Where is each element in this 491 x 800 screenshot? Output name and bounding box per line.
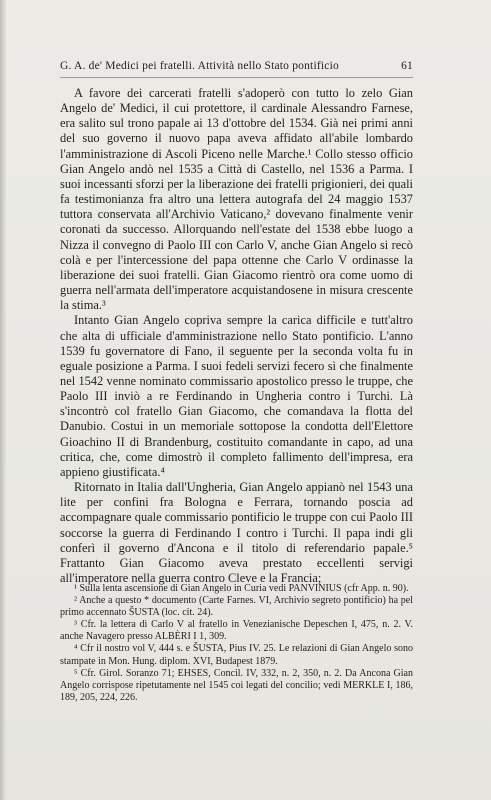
paragraph-1: A favore dei carcerati fratelli s'adoperò con tutto lo zelo Gian Angelo de' Medici, il cui protettore, il cardinale Alessandro Farnese, era salito sul trono papale ai 13 d'ottobre del 1534. Già nei primi anni del suo governo il nuovo papa aveva affidato all'abile lombardo l'amministrazione di Ascoli Piceno nelle Marche.¹ Collo stesso officio Gian Angelo andò nel 1535 a Città di Castello, nel 1536 a Parma. I suoi incessanti sforzi per la liberazione dei fratelli prigionieri, dei quali fa testimonianza fra altro una lettera autografa del 24 maggio 1537 tuttora conservata all'Archivio Vaticano,² dovevano finalmente venir coronati da successo. Allorquando nell'estate del 1538 ebbe luogo a Nizza il convegno di Paolo III con Carlo V, anche Gian Angelo si recò colà e per l'intercessione del papa ottenne che Carlo V ordinasse la liberazione dei suoi fratelli. Gian Giacomo rientrò ora come uomo di guerra nell'armata dell'imperatore acquistandosene in misura crescente la stima.³	[60, 86, 413, 313]
running-header	[60, 60, 413, 72]
header-rule	[60, 77, 413, 78]
running-title: G. A. de' Medici pei fratelli. Attività nello Stato pontificio	[60, 60, 339, 72]
footnote-2: ² Anche a questo * documento (Carte Farnes. VI, Archivio segreto pontificio) ha pel primo accennato ŠUSTA (loc. cit. 24).	[60, 595, 413, 619]
footnote-5: ⁵ Cfr. Girol. Soranzo 71; EHSES, Concil. IV, 332, n. 2, 350, n. 2. Da Ancona Gian Angelo corrispose ripetutamente nel 1545 coi legati del concilio; vedi MERKLE I, 186, 189, 205, 224, 226.	[60, 667, 413, 703]
main-text	[60, 86, 413, 586]
footnote-4: ⁴ Cfr il nostro vol V, 444 s. e ŠUSTA, Pius IV. 25. Le relazioni di Gian Angelo sono stampate in Mon. Hung. diplom. XVI, Budapest 1879.	[60, 643, 413, 667]
footnotes	[60, 583, 413, 704]
page-gutter-shadow	[0, 0, 6, 800]
paragraph-3: Ritornato in Italia dall'Ungheria, Gian Angelo appianò nel 1543 una lite per confini fra Bologna e Ferrara, tornando poscia ad accompagnare quale commissario pontificio le truppe con cui Paolo III soccorse la guerra di Ferdinando I contro i Turchi. Il papa indi gli conferì il governo d'Ancona e il titolo di referendario papale.⁵ Frattanto Gian Giacomo aveva prestato eccellenti servigi all'imperatore nella guerra contro Cleve e la Francia;	[60, 480, 413, 585]
paragraph-2: Intanto Gian Angelo copriva sempre la carica difficile e tutt'altro che alta di ufficiale d'amministrazione nello Stato pontificio. L'anno 1539 fu governatore di Fano, il seguente per la seconda volta fu in eguale posizione a Parma. I suoi fedeli servizi fecero sì che finalmente nel 1542 venne nominato commissario apostolico presso le truppe, che Paolo III inviò a re Ferdinando in Ungheria contro i Turchi. Là s'incontrò col fratello Gian Giacomo, che comandava la flotta del Danubio. Costui in un memoriale sottopose la condotta dell'Elettore Gioachino II di Brandenburg, costituito comandante in capo, ad una critica, che, come dimostrò il completo fallimento dell'impresa, era appieno giustificata.⁴	[60, 313, 413, 479]
footnote-3: ³ Cfr. la lettera di Carlo V al fratello in Venezianische Depeschen I, 475, n. 2. V. anche Navagero presso ALBÈRI I 1, 309.	[60, 619, 413, 643]
footnote-1: ¹ Sulla lenta ascensione di Gian Angelo in Curia vedi PANVINIUS (cfr App. n. 90).	[74, 583, 409, 594]
page-number: 61	[401, 60, 413, 72]
